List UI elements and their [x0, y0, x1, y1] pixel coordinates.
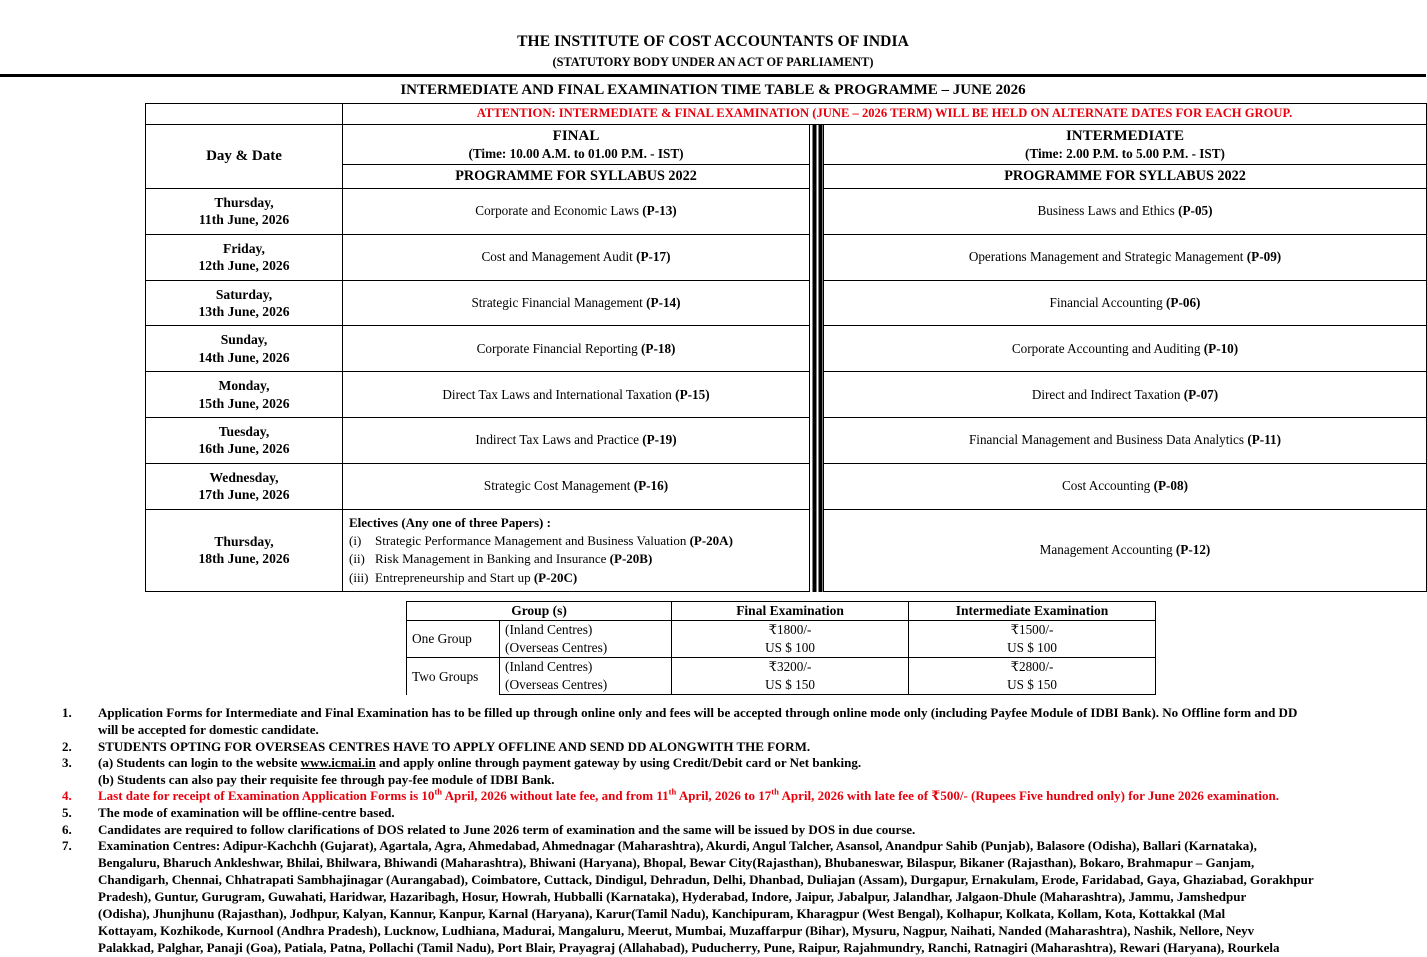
fee-intermediate-inland: ₹1500/- [909, 621, 1156, 640]
final-paper-code: (P-16) [633, 478, 669, 494]
column-separator [810, 124, 824, 592]
fee-row-one-group-inland [407, 621, 1156, 640]
date-label: 12th June, 2026 [198, 258, 290, 274]
fee-row-two-groups-overseas [407, 676, 1156, 695]
exam-timetable [145, 103, 1427, 592]
note-4-ordinal-1: th [434, 787, 443, 798]
table-row [146, 372, 1427, 418]
final-paper-name: Strategic Financial Management [471, 295, 647, 310]
intermediate-column-header [824, 124, 1427, 164]
final-paper-cell [343, 280, 810, 326]
note-line: will be accepted for domestic candidate. [98, 721, 319, 737]
note-1 [62, 705, 1426, 738]
date-label: 18th June, 2026 [198, 551, 290, 567]
final-paper-code: (P-17) [636, 249, 671, 265]
note-4-part2: April, 2026 without late fee, and from 11 [442, 788, 669, 804]
intermediate-paper-cell [824, 280, 1427, 326]
fee-header-groups: Group (s) [407, 602, 672, 621]
final-paper-code: (P-15) [675, 386, 710, 402]
note-7-examination-centres [62, 838, 1426, 957]
elective-text: Risk Management in Banking and Insurance [375, 551, 610, 567]
final-paper-cell [343, 417, 810, 463]
note-6 [62, 822, 1426, 839]
day-label: Tuesday, [218, 423, 270, 439]
date-label: 16th June, 2026 [198, 441, 290, 457]
intermediate-paper-cell [824, 463, 1427, 509]
centres-line [98, 838, 1314, 855]
attention-spacer-cell [146, 103, 343, 124]
centres-line-7: Palakkad, Palghar, Panaji (Goa), Patiala, Patna, Pollachi (Tamil Nadu), Port Blair, Prayagraj (Allahabad), Puducherry, Pune, Raipur, Rajahmundry, Ranchi, Ratnagiri (Maharashtra), Rewari (Haryana), Rourkela [98, 940, 1280, 956]
final-time: (Time: 10.00 A.M. to 01.00 P.M. - IST) [468, 145, 684, 161]
final-column-header [343, 124, 810, 164]
day-label: Sunday, [220, 332, 268, 348]
fee-centre-overseas: (Overseas Centres) [500, 639, 672, 658]
elective-code: (P-20B) [609, 551, 653, 567]
elective-text: Entrepreneurship and Start up [375, 569, 534, 585]
fee-header-intermediate: Intermediate Examination [909, 602, 1156, 621]
note-text: Candidates are required to follow clarifications of DOS related to June 2026 term of examination and the same will be issued by DOS in due course. [98, 821, 916, 837]
day-date-header: Day & Date [146, 124, 343, 188]
table-row [146, 280, 1427, 326]
intermediate-paper-cell [824, 417, 1427, 463]
date-label: 17th June, 2026 [198, 487, 290, 503]
institute-name: THE INSTITUTE OF COST ACCOUNTANTS OF INDIA [517, 33, 909, 50]
note-text: STUDENTS OPTING FOR OVERSEAS CENTRES HAVE TO APPLY OFFLINE AND SEND DD ALONGWITH THE FORM. [98, 738, 811, 754]
fee-final-inland: ₹3200/- [672, 658, 909, 677]
masthead [0, 0, 1426, 69]
day-date-cell [146, 326, 343, 372]
note-line-3b: (b) Students can also pay their requisite fee through pay-fee module of IDBI Bank. [98, 771, 555, 787]
note-4-part3: April, 2026 to 17 [676, 788, 772, 804]
intermediate-paper-name: Management Accounting [1039, 542, 1176, 558]
institute-statutory-line: (STATUTORY BODY UNDER AN ACT OF PARLIAMENT) [552, 54, 874, 69]
day-label: Wednesday, [209, 469, 279, 485]
date-label: 14th June, 2026 [198, 349, 290, 365]
intermediate-paper-code: (P-11) [1247, 432, 1282, 448]
table-row [146, 189, 1427, 235]
elective-number: (i) [349, 532, 362, 548]
intermediate-title: INTERMEDIATE [1065, 127, 1185, 144]
note-2 [62, 739, 1426, 756]
note-number: 4. [62, 788, 72, 804]
note-line-3a [98, 755, 861, 772]
intermediate-paper-code: (P-10) [1203, 340, 1239, 356]
note-text [98, 755, 861, 788]
day-label: Friday, [223, 240, 265, 256]
day-label: Saturday, [215, 286, 273, 302]
table-row-column-titles [146, 124, 1427, 164]
final-paper-cell [343, 463, 810, 509]
intermediate-syllabus-header: PROGRAMME FOR SYLLABUS 2022 [824, 165, 1427, 189]
day-date-cell [146, 372, 343, 418]
note-5 [62, 805, 1426, 822]
note-number: 6. [62, 821, 72, 837]
fee-header-row [407, 602, 1156, 621]
elective-number: (ii) [349, 551, 365, 567]
fee-centre-overseas: (Overseas Centres) [500, 676, 672, 695]
final-paper-code: (P-14) [646, 295, 681, 310]
table-row [146, 326, 1427, 372]
elective-code: (P-20A) [689, 532, 733, 548]
fee-intermediate-overseas: US $ 100 [909, 639, 1156, 658]
date-label: 13th June, 2026 [198, 304, 290, 319]
intermediate-paper-code: (P-07) [1183, 386, 1219, 402]
note-3a-pre: (a) Students can login to the website [98, 755, 301, 771]
final-paper-cell [343, 234, 810, 280]
note-text [98, 788, 1279, 805]
fee-centre-inland: (Inland Centres) [500, 658, 672, 677]
note-4-part1: Last date for receipt of Examination Application Forms is 10 [98, 788, 435, 804]
timetable-wrapper [0, 103, 1426, 592]
note-number: 2. [62, 738, 72, 754]
fee-row-one-group-overseas [407, 639, 1156, 658]
intermediate-paper-name: Business Laws and Ethics [1037, 203, 1179, 219]
attention-notice: ATTENTION: INTERMEDIATE & FINAL EXAMINATION (JUNE – 2026 TERM) WILL BE HELD ON ALTERNATE DATES FOR EACH GROUP. [343, 103, 1427, 124]
day-date-cell [146, 234, 343, 280]
fee-group-label: Two Groups [407, 658, 500, 695]
intermediate-paper-cell [824, 509, 1427, 592]
note-number: 3. [62, 755, 72, 771]
intermediate-paper-name: Direct and Indirect Taxation [1031, 386, 1184, 402]
intermediate-paper-code: (P-05) [1178, 203, 1213, 219]
day-date-cell [146, 189, 343, 235]
intermediate-paper-code: (P-08) [1153, 478, 1188, 494]
centres-line-1: Adipur-Kachchh (Gujarat), Agartala, Agra, Ahmedabad, Ahmednagar (Maharashtra), Akurdi, Angul Talcher, Asansol, Anandpur Sahib (Punjab), Balasore (Odisha), Ballari (Karnataka), [222, 838, 1257, 854]
electives-heading: Electives (Any one of three Papers) : [349, 514, 551, 530]
day-date-cell [146, 417, 343, 463]
day-label: Thursday, [214, 534, 274, 550]
final-paper-name: Indirect Tax Laws and Practice [475, 432, 643, 448]
intermediate-time: (Time: 2.00 P.M. to 5.00 P.M. - IST) [1025, 145, 1225, 161]
note-number: 1. [62, 705, 72, 721]
centres-label: Examination Centres: [98, 838, 223, 854]
final-paper-name: Direct Tax Laws and International Taxation [442, 386, 676, 402]
note-4 [62, 788, 1426, 805]
note-line: Application Forms for Intermediate and Final Examination has to be filled up through online only and fees will be accepted through online mode only (including Payfee Module of IDBI Bank). No Offline form and DD [98, 705, 1298, 721]
table-row-attention [146, 103, 1427, 124]
day-date-cell [146, 280, 343, 326]
note-number: 7. [62, 838, 72, 854]
final-paper-name: Corporate and Economic Laws [475, 203, 643, 219]
table-row [146, 417, 1427, 463]
centres-line-3: Chandigarh, Chennai, Chhatrapati Sambhajinagar (Aurangabad), Coimbatore, Cuttack, Dindigul, Dehradun, Delhi, Dhanbad, Duliajan (Assam), Durgapur, Ernakulam, Erode, Faridabad, Gaya, Ghaziabad, Gorakhpur [98, 872, 1314, 888]
note-3a-post: and apply online through payment gateway by using Credit/Debit card or Net banking. [375, 755, 862, 771]
day-label: Thursday, [214, 195, 274, 211]
fee-intermediate-inland: ₹2800/- [909, 658, 1156, 677]
fee-final-overseas: US $ 150 [672, 676, 909, 695]
intermediate-paper-cell [824, 234, 1427, 280]
day-label: Monday, [218, 378, 270, 394]
examination-fee-table [406, 601, 1156, 695]
intermediate-paper-code: (P-09) [1246, 249, 1282, 265]
centres-line-5: (Odisha), Jhunjhunu (Rajasthan), Jodhpur, Kalyan, Kannur, Kanpur, Karnal (Haryana), Karur(Tamil Nadu), Kanchipuram, Kharagpur (West Bengal), Kolhapur, Kolkata, Kollam, Kota, Kottakkal (Mal [98, 906, 1226, 922]
intermediate-paper-name: Cost Accounting [1062, 478, 1154, 494]
note-text: The mode of examination will be offline-centre based. [98, 805, 395, 821]
note-4-ordinal-3: th [771, 787, 779, 798]
fee-centre-inland: (Inland Centres) [500, 621, 672, 640]
fee-group-label: One Group [407, 621, 500, 658]
centres-line-4: Pradesh), Guntur, Gurugram, Guwahati, Haridwar, Hazaribagh, Hosur, Howrah, Hubballi (Karnataka), Hyderabad, Indore, Jaipur, Jabalpur, Jalandhar, Jalgaon-Dhule (Maharashtra), Jammu, Jamshedpur [98, 889, 1247, 905]
final-paper-cell [343, 372, 810, 418]
centres-line-6: Kottayam, Kozhikode, Kurnool (Andhra Pradesh), Lucknow, Ludhiana, Madurai, Mangaluru, Meerut, Mumbai, Muzaffarpur (Bihar), Mysuru, Nagpur, Naihati, Nanded (Maharashtra), Nashik, Nellore, Neyv [98, 923, 1255, 939]
table-row [146, 463, 1427, 509]
fee-row-two-groups-inland [407, 658, 1156, 677]
final-electives-cell [343, 509, 810, 592]
elective-code: (P-20C) [533, 569, 578, 585]
note-4-part4: April, 2026 with late fee of ₹500/- (Rupees Five hundred only) for June 2026 examination. [778, 788, 1279, 804]
final-paper-cell [343, 326, 810, 372]
notes-list [0, 705, 1426, 957]
intermediate-paper-name: Operations Management and Strategic Management [968, 249, 1247, 265]
date-label: 15th June, 2026 [198, 395, 290, 411]
note-text [98, 705, 1297, 738]
final-paper-code: (P-19) [642, 432, 677, 448]
fee-intermediate-overseas: US $ 150 [909, 676, 1156, 695]
date-label: 11th June, 2026 [198, 212, 290, 228]
centres-line-2: Bengaluru, Bharuch Ankleshwar, Bhilai, Bhilwara, Bhiwandi (Maharashtra), Bhiwani (Haryana), Bhopal, Bewar City(Rajasthan), Bhubaneswar, Bilaspur, Bikaner (Rajasthan), Bokaro, Brahmapur – Ganjam, [98, 855, 1255, 871]
intermediate-paper-code: (P-12) [1175, 542, 1211, 558]
fee-final-inland: ₹1800/- [672, 621, 909, 640]
note-number: 5. [62, 805, 72, 821]
intermediate-paper-name: Financial Management and Business Data Analytics [968, 432, 1248, 448]
final-title: FINAL [552, 127, 600, 144]
intermediate-paper-cell [824, 189, 1427, 235]
final-paper-code: (P-18) [641, 340, 676, 356]
note-4-ordinal-2: th [668, 787, 677, 798]
final-paper-name: Cost and Management Audit [481, 249, 637, 265]
elective-item [349, 532, 803, 550]
day-date-cell [146, 463, 343, 509]
table-row [146, 234, 1427, 280]
final-paper-name: Strategic Cost Management [483, 478, 634, 494]
intermediate-paper-cell [824, 326, 1427, 372]
note-text [98, 838, 1314, 957]
fee-final-overseas: US $ 100 [672, 639, 909, 658]
final-paper-cell [343, 189, 810, 235]
header-divider-rule [0, 74, 1426, 77]
note-3 [62, 755, 1426, 788]
page-title: INTERMEDIATE AND FINAL EXAMINATION TIME TABLE & PROGRAMME – JUNE 2026 [400, 81, 1026, 98]
elective-item [349, 569, 803, 587]
final-paper-code: (P-13) [642, 203, 677, 219]
elective-text: Strategic Performance Management and Business Valuation [375, 532, 690, 548]
icmai-website-link[interactable]: www.icmai.in [300, 755, 376, 771]
day-date-cell [146, 509, 343, 592]
elective-item [349, 550, 803, 568]
intermediate-paper-cell [824, 372, 1427, 418]
fee-header-final: Final Examination [672, 602, 909, 621]
table-row-electives [146, 509, 1427, 592]
intermediate-paper-code: (P-06) [1166, 295, 1201, 310]
intermediate-paper-name: Corporate Accounting and Auditing [1011, 340, 1204, 356]
final-paper-name: Corporate Financial Reporting [476, 340, 642, 356]
intermediate-paper-name: Financial Accounting [1049, 295, 1167, 310]
final-syllabus-header: PROGRAMME FOR SYLLABUS 2022 [343, 165, 810, 189]
elective-number: (iii) [349, 569, 369, 585]
